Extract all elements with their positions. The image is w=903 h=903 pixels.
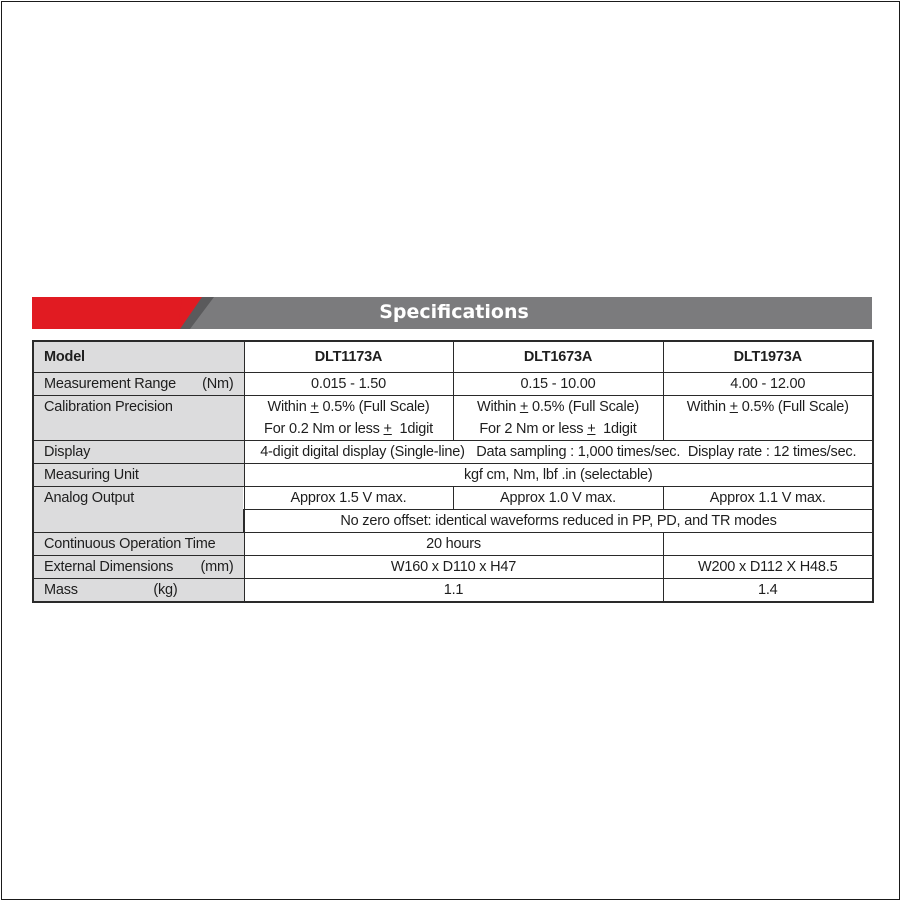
row-label-model: Model: [33, 341, 244, 373]
analog-output-value-3: Approx 1.1 V max.: [663, 487, 873, 510]
label-text: Mass: [44, 582, 78, 598]
measurement-range-value-1: 0.015 - 1.50: [244, 373, 453, 396]
calibration-precision-value-1: [244, 396, 453, 441]
specifications-table: [32, 340, 874, 603]
precision-line: Within + 0.5% (Full Scale): [476, 399, 640, 415]
label-unit: (Nm): [202, 376, 234, 392]
specifications-banner: [32, 297, 872, 329]
continuous-operation-value: 20 hours: [244, 533, 663, 556]
table-row-continuous-operation: [33, 533, 873, 556]
table-row-analog-output: [33, 487, 873, 510]
precision-line: Within + 0.5% (Full Scale): [686, 399, 849, 415]
calibration-precision-value-2: [453, 396, 663, 441]
row-label-external-dimensions: [33, 556, 244, 579]
calibration-precision-value-3: [663, 396, 873, 441]
label-unit: (kg): [153, 582, 178, 598]
measurement-range-value-3: 4.00 - 12.00: [663, 373, 873, 396]
mass-value-12: 1.1: [244, 579, 663, 603]
row-label-calibration-precision: Calibration Precision: [33, 396, 244, 441]
analog-output-value-2: Approx 1.0 V max.: [453, 487, 663, 510]
measurement-range-value-2: 0.15 - 10.00: [453, 373, 663, 396]
table-row-external-dimensions: [33, 556, 873, 579]
row-label-measurement-range: [33, 373, 244, 396]
table-row-model: [33, 341, 873, 373]
table-row-measurement-range: [33, 373, 873, 396]
row-label-continuous-operation: Continuous Operation Time: [33, 533, 244, 556]
row-label-display: Display: [33, 441, 244, 464]
table-row-calibration-precision: [33, 396, 873, 441]
analog-output-note: No zero offset: identical waveforms reduced in PP, PD, and TR modes: [244, 510, 873, 533]
precision-line: Within + 0.5% (Full Scale): [267, 399, 430, 415]
table-row-measuring-unit: [33, 464, 873, 487]
row-label-measuring-unit: Measuring Unit: [33, 464, 244, 487]
label-text: Measurement Range: [44, 376, 177, 392]
model-header-3: DLT1973A: [663, 341, 873, 373]
measuring-unit-value: kgf cm, Nm, lbf .in (selectable): [244, 464, 873, 487]
precision-less-line: For 2 Nm or less + 1digit: [479, 421, 637, 437]
precision-less-line: For 0.2 Nm or less + 1digit: [264, 421, 433, 437]
external-dimensions-value-12: W160 x D110 x H47: [244, 556, 663, 579]
analog-output-value-1: Approx 1.5 V max.: [244, 487, 453, 510]
continuous-operation-value-3: [663, 533, 873, 556]
external-dimensions-value-3: W200 x D112 X H48.5: [663, 556, 873, 579]
model-header-2: DLT1673A: [453, 341, 663, 373]
model-header-1: DLT1173A: [244, 341, 453, 373]
table-row-display: [33, 441, 873, 464]
label-unit: (mm): [200, 559, 234, 575]
row-label-analog-output: Analog Output: [33, 487, 244, 533]
table-row-mass: [33, 579, 873, 603]
mass-value-3: 1.4: [663, 579, 873, 603]
label-text: External Dimensions: [44, 559, 174, 575]
display-value: 4-digit digital display (Single-line) Data sampling : 1,000 times/sec. Display rate : 12 times/sec.: [244, 441, 873, 464]
row-label-mass: [33, 579, 244, 603]
banner-title: Specifications: [379, 301, 529, 323]
